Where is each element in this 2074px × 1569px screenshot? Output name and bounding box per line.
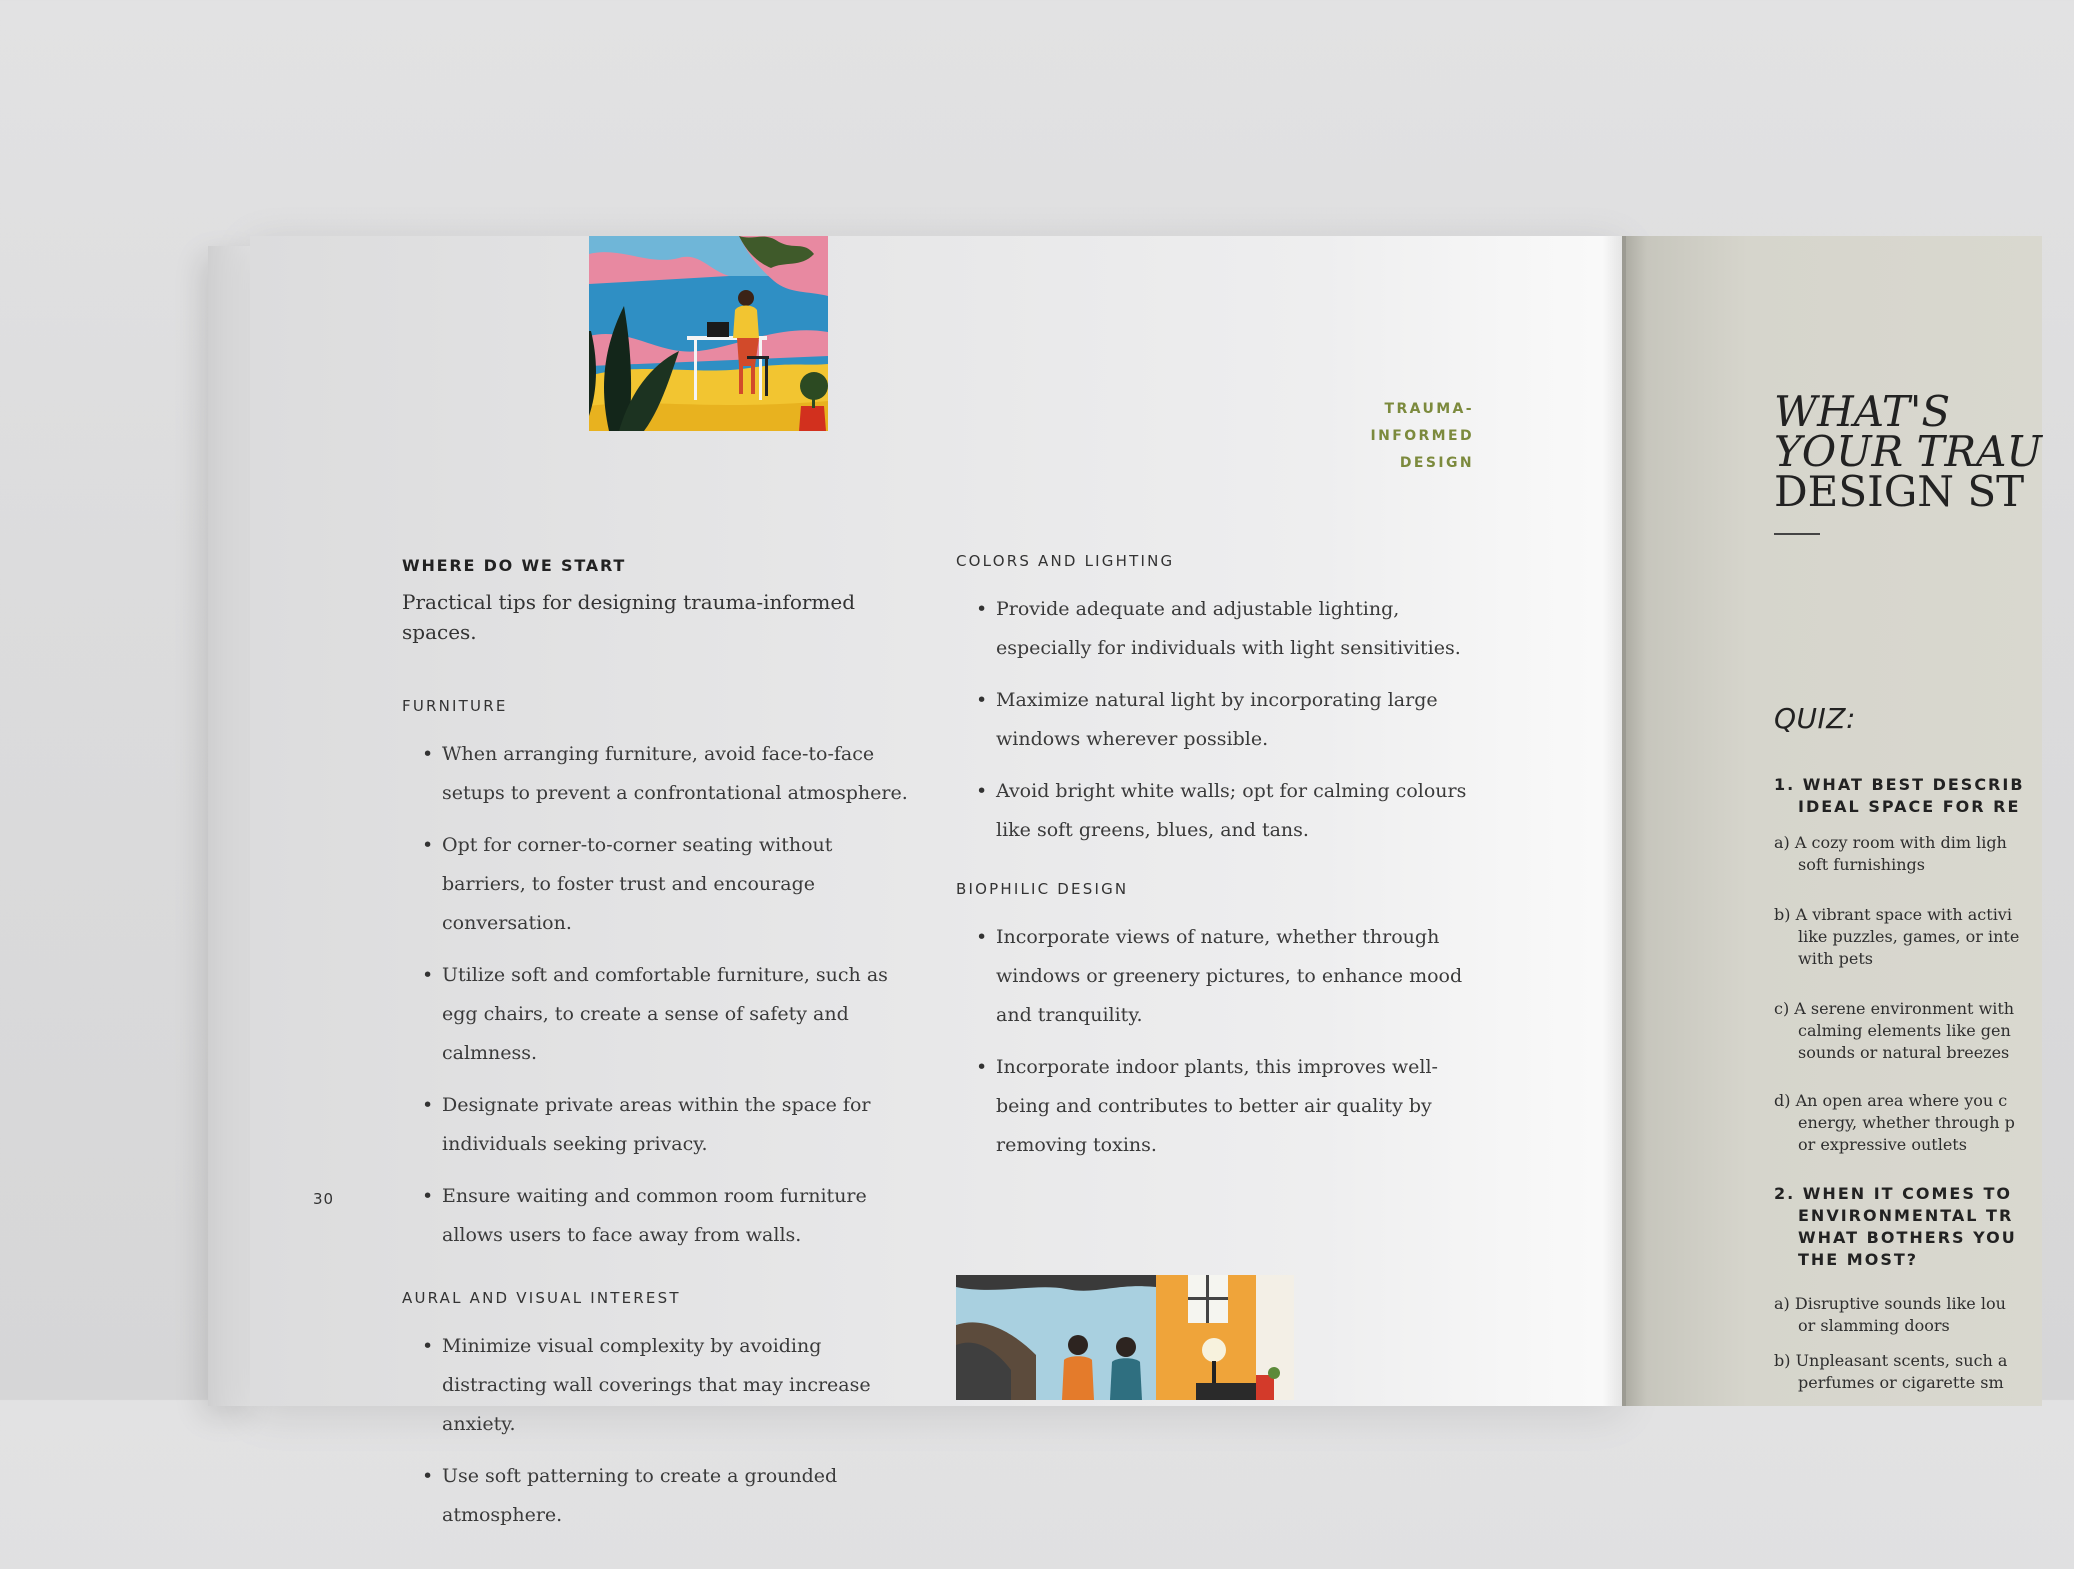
section-heading-colors-lighting: COLORS AND LIGHTING — [956, 552, 1175, 570]
option-line: d) An open area where you c — [1774, 1091, 2008, 1110]
quiz-option — [1774, 904, 2034, 970]
quiz-page-title — [1774, 387, 2074, 516]
question-line: 2. WHEN IT COMES TO — [1774, 1184, 2012, 1203]
bullet-list-furniture — [402, 735, 922, 1255]
right-column — [956, 552, 1476, 1195]
option-line: energy, whether through p — [1798, 1113, 2015, 1132]
title-line: DESIGN ST — [1774, 467, 2025, 516]
option-line: sounds or natural breezes — [1798, 1043, 2010, 1062]
option-line: a) Disruptive sounds like lou — [1774, 1294, 2006, 1313]
option-line: b) Unpleasant scents, such a — [1774, 1351, 2008, 1370]
quiz-option — [1774, 998, 2034, 1064]
list-item: • Incorporate indoor plants, this improves well-being and contributes to better air quality by removing toxins. — [956, 1048, 1476, 1165]
lede-text: Practical tips for designing trauma-informed spaces. — [402, 590, 856, 644]
title-rule — [1774, 533, 1820, 535]
list-item: • When arranging furniture, avoid face-to-face setups to prevent a confrontational atmosphere. — [402, 735, 922, 813]
question-line: IDEAL SPACE FOR RE — [1798, 797, 2021, 816]
option-line: or slamming doors — [1798, 1316, 1950, 1335]
section-heading-aural-visual: AURAL AND VISUAL INTEREST — [402, 1289, 681, 1307]
option-line: calming elements like gen — [1798, 1021, 2011, 1040]
list-item: • Incorporate views of nature, whether through windows or greenery pictures, to enhance mood and tranquility. — [956, 918, 1476, 1035]
page-stack-edge — [208, 246, 254, 1406]
list-item: • Maximize natural light by incorporating large windows wherever possible. — [956, 681, 1476, 759]
quiz-question-2 — [1774, 1183, 2034, 1271]
bullet-list-aural-visual — [402, 1327, 922, 1535]
left-column — [402, 556, 922, 1569]
question-line: WHAT BOTHERS YOU — [1798, 1228, 2017, 1247]
list-item: • Ensure waiting and common room furniture allows users to face away from walls. — [402, 1177, 922, 1255]
quiz-option — [1774, 1090, 2034, 1156]
option-line: or expressive outlets — [1798, 1135, 1967, 1154]
list-item: • Avoid bright white walls; opt for calming colours like soft greens, blues, and tans. — [956, 772, 1476, 850]
option-line: c) A serene environment with — [1774, 999, 2015, 1018]
woman-at-laptop-seaside-illustration — [589, 236, 828, 431]
quiz-heading: QUIZ: — [1774, 702, 1856, 735]
quiz-option — [1774, 1293, 2034, 1337]
page-number: 30 — [313, 1190, 335, 1208]
option-line: perfumes or cigarette sm — [1798, 1373, 2004, 1392]
book-gutter — [1602, 236, 1626, 1406]
list-item: • Utilize soft and comfortable furniture, such as egg chairs, to create a sense of safety and calmness. — [402, 956, 922, 1073]
list-item: • Opt for corner-to-corner seating without barriers, to foster trust and encourage conversation. — [402, 826, 922, 943]
option-line: like puzzles, games, or inte — [1798, 927, 2020, 946]
option-line: soft furnishings — [1798, 855, 1925, 874]
question-line: 1. WHAT BEST DESCRIB — [1774, 775, 2025, 794]
section-tag-line: TRAUMA- — [1384, 401, 1474, 417]
quiz-question-1 — [1774, 774, 2034, 818]
option-line: with pets — [1798, 949, 1873, 968]
question-line: THE MOST? — [1798, 1250, 1919, 1269]
section-tag — [1330, 396, 1474, 477]
bullet-list-colors-lighting — [956, 590, 1476, 850]
two-children-at-window-illustration — [956, 1275, 1294, 1400]
option-line: b) A vibrant space with activi — [1774, 905, 2012, 924]
title-line: YOUR TRAU — [1774, 427, 2042, 476]
section-tag-line: DESIGN — [1399, 455, 1474, 471]
section-heading-biophilic: BIOPHILIC DESIGN — [956, 880, 1129, 898]
bullet-list-biophilic — [956, 918, 1476, 1165]
quiz-option — [1774, 1350, 2034, 1394]
list-item: • Use soft patterning to create a grounded atmosphere. — [402, 1457, 922, 1535]
list-item: • Minimize visual complexity by avoiding distracting wall coverings that may increase anxiety. — [402, 1327, 922, 1444]
question-line: ENVIRONMENTAL TR — [1798, 1206, 2014, 1225]
list-item: • Designate private areas within the space for individuals seeking privacy. — [402, 1086, 922, 1164]
list-item: • Provide adequate and adjustable lighting, especially for individuals with light sensitivities. — [956, 590, 1476, 668]
option-line: a) A cozy room with dim ligh — [1774, 833, 2007, 852]
title-line: WHAT'S — [1774, 387, 1951, 436]
section-tag-line: INFORMED — [1370, 428, 1474, 444]
section-heading-furniture: FURNITURE — [402, 697, 508, 715]
quiz-option — [1774, 832, 2034, 876]
kicker-heading: WHERE DO WE START — [402, 556, 627, 575]
